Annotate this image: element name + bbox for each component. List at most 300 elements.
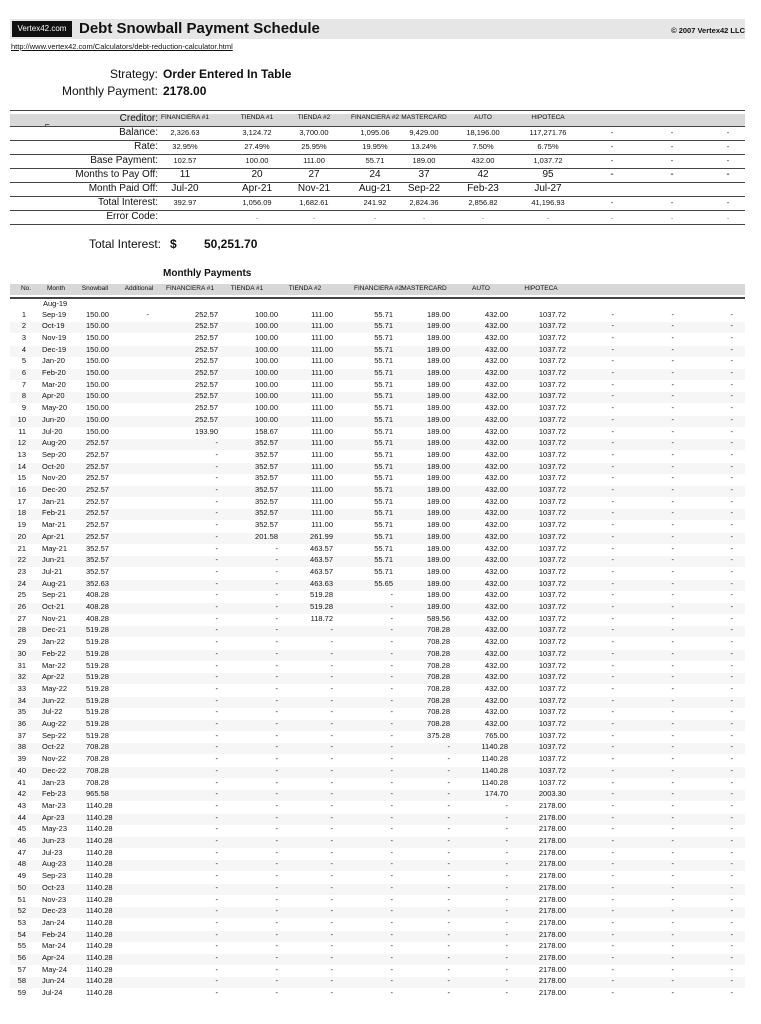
- schedule-row-number: 48: [17, 859, 26, 869]
- schedule-payment-cell: -: [330, 672, 333, 682]
- schedule-payment-cell: 1037.72: [538, 368, 566, 377]
- schedule-payment-cell: -: [447, 859, 450, 869]
- schedule-payment-cell: 111.00: [311, 520, 333, 530]
- schedule-row-month: May-22: [42, 683, 68, 693]
- schedule-payment-cell: -: [611, 730, 614, 740]
- schedule-row-month: Dec-19: [42, 344, 67, 354]
- schedule-header-tienda-1: TIENDA #1: [230, 285, 264, 292]
- schedule-payment-cell: 352.57: [255, 485, 278, 494]
- schedule-header-tienda-2: TIENDA #2: [288, 285, 322, 292]
- schedule-payment-cell: -: [505, 894, 508, 904]
- schedule-row-month: Jan-22: [42, 637, 65, 647]
- schedule-payment-cell: 432.00: [485, 368, 508, 377]
- schedule-payment-cell: -: [730, 391, 733, 401]
- schedule-payment-cell: 2178.00: [538, 882, 566, 892]
- schedule-payment-cell: 352.57: [255, 473, 278, 483]
- creditor-balance-cell: 2,326.63: [170, 128, 200, 137]
- schedule-payment-cell: 1037.72: [538, 403, 566, 413]
- schedule-payment-cell: 252.57: [195, 309, 218, 319]
- schedule-payment-cell: -: [275, 812, 278, 822]
- schedule-payment-cell: 432.00: [485, 309, 508, 319]
- schedule-snowball-cell: 1140.28: [86, 988, 113, 998]
- schedule-payment-cell: -: [611, 789, 614, 799]
- schedule-snowball-cell: 150.00: [86, 414, 109, 424]
- schedule-row-number: 38: [17, 742, 26, 752]
- schedule-payment-cell: 189.00: [427, 531, 450, 541]
- total-interest-value: 50,251.70: [204, 237, 258, 251]
- schedule-payment-cell: 765.00: [485, 730, 508, 740]
- creditor-error-code-cell: .: [312, 212, 316, 221]
- schedule-payment-cell: 1037.72: [538, 590, 566, 600]
- schedule-payment-cell: 1037.72: [538, 520, 566, 530]
- schedule-snowball-cell: 408.28: [86, 590, 109, 600]
- schedule-payment-cell: -: [611, 953, 614, 962]
- schedule-payment-cell: -: [671, 894, 674, 904]
- schedule-payment-cell: -: [611, 461, 614, 471]
- schedule-payment-cell: 252.57: [195, 368, 218, 377]
- schedule-payment-cell: 352.57: [255, 449, 278, 459]
- schedule-row-month: Apr-20: [42, 391, 65, 401]
- schedule-payment-cell: 432.00: [485, 648, 508, 658]
- schedule-payment-cell: 252.57: [195, 344, 218, 354]
- schedule-payment-cell: 111.00: [311, 438, 333, 448]
- schedule-payment-cell: -: [215, 660, 218, 670]
- schedule-payment-cell: -: [215, 672, 218, 682]
- creditor-error-code-cell: .: [726, 212, 730, 221]
- schedule-payment-cell: -: [215, 613, 218, 623]
- schedule-row-number: 47: [17, 847, 26, 857]
- schedule-payment-cell: -: [611, 964, 614, 974]
- schedule-row-month: Apr-24: [42, 953, 65, 962]
- schedule-additional-cell: -: [146, 309, 149, 319]
- schedule-payment-cell: -: [330, 683, 333, 693]
- schedule-payment-cell: 111.00: [311, 496, 333, 506]
- schedule-payment-cell: -: [611, 368, 614, 377]
- schedule-payment-cell: -: [611, 719, 614, 728]
- schedule-payment-cell: -: [611, 602, 614, 611]
- schedule-payment-cell: 432.00: [485, 485, 508, 494]
- schedule-snowball-cell: 352.57: [86, 555, 109, 565]
- schedule-row-stripe: [10, 884, 745, 895]
- schedule-payment-cell: 1037.72: [538, 508, 566, 518]
- creditor-month-paid-off-cell: Jul-27: [534, 183, 562, 194]
- schedule-payment-cell: -: [611, 894, 614, 904]
- schedule-payment-cell: -: [730, 660, 733, 670]
- schedule-payment-cell: -: [671, 590, 674, 600]
- schedule-payment-cell: 55.71: [374, 356, 393, 366]
- schedule-payment-cell: -: [505, 882, 508, 892]
- creditor-base-payment-cell: 55.71: [365, 156, 385, 165]
- schedule-row-number: 58: [17, 976, 26, 986]
- creditor-total-interest-cell: -: [670, 198, 674, 207]
- schedule-payment-cell: -: [505, 976, 508, 986]
- schedule-payment-cell: 1037.72: [538, 438, 566, 448]
- calculator-url-link[interactable]: http://www.vertex42.com/Calculators/debt-reduction-calculator.html: [11, 42, 233, 51]
- schedule-snowball-cell: 519.28: [86, 730, 109, 740]
- schedule-row-number: 29: [17, 637, 26, 647]
- schedule-row-number: 31: [17, 660, 26, 670]
- schedule-payment-cell: 118.72: [310, 613, 333, 623]
- schedule-row-number: 2: [21, 321, 26, 331]
- schedule-snowball-cell: 1140.28: [86, 906, 113, 916]
- schedule-payment-cell: -: [390, 800, 393, 810]
- schedule-payment-cell: -: [215, 824, 218, 834]
- schedule-row-number: 18: [17, 508, 26, 518]
- schedule-row-month: Oct-20: [42, 461, 65, 471]
- schedule-payment-cell: 111.00: [311, 473, 333, 483]
- schedule-payment-cell: -: [447, 800, 450, 810]
- schedule-payment-cell: 111.00: [311, 403, 333, 413]
- creditor-balance-cell: 3,700.00: [299, 128, 329, 137]
- schedule-payment-cell: 352.57: [255, 461, 278, 471]
- schedule-payment-cell: -: [671, 379, 674, 389]
- schedule-row-number: 16: [17, 485, 26, 494]
- schedule-payment-cell: -: [390, 976, 393, 986]
- schedule-payment-cell: -: [215, 777, 218, 787]
- schedule-snowball-cell: 708.28: [86, 754, 109, 764]
- schedule-payment-cell: -: [730, 508, 733, 518]
- schedule-row-number: 9: [21, 403, 26, 413]
- schedule-payment-cell: -: [611, 356, 614, 366]
- schedule-payment-cell: 111.00: [311, 485, 333, 494]
- creditor-total-interest-cell: 41,196.93: [531, 198, 565, 207]
- schedule-payment-cell: -: [671, 754, 674, 764]
- schedule-snowball-cell: 150.00: [86, 332, 109, 342]
- schedule-payment-cell: 708.28: [427, 648, 450, 658]
- schedule-payment-cell: -: [611, 695, 614, 705]
- schedule-payment-cell: 519.28: [310, 590, 333, 600]
- schedule-row-month: Feb-23: [42, 789, 66, 799]
- schedule-payment-cell: 189.00: [427, 309, 450, 319]
- schedule-payment-cell: -: [275, 789, 278, 799]
- schedule-payment-cell: 55.71: [374, 391, 393, 401]
- creditor-month-paid-off-cell: Jul-20: [171, 183, 199, 194]
- schedule-payment-cell: -: [215, 543, 218, 553]
- schedule-row-number: 42: [17, 789, 26, 799]
- schedule-payment-cell: 432.00: [485, 344, 508, 354]
- schedule-payment-cell: 55.71: [374, 426, 393, 436]
- schedule-payment-cell: -: [611, 578, 614, 588]
- schedule-payment-cell: -: [275, 894, 278, 904]
- schedule-payment-cell: -: [730, 613, 733, 623]
- schedule-payment-cell: -: [275, 976, 278, 986]
- creditor-balance-cell: 1,095.06: [360, 128, 390, 137]
- schedule-payment-cell: 111.00: [311, 356, 333, 366]
- schedule-row-number: 41: [17, 777, 26, 787]
- schedule-row-month: Jun-20: [42, 414, 65, 424]
- schedule-row-month: Jan-21: [42, 496, 65, 506]
- schedule-payment-cell: 432.00: [485, 403, 508, 413]
- schedule-payment-cell: 252.57: [195, 321, 218, 331]
- schedule-payment-cell: 189.00: [427, 449, 450, 459]
- schedule-payment-cell: 55.71: [374, 566, 393, 576]
- schedule-payment-cell: 55.71: [374, 332, 393, 342]
- schedule-payment-cell: -: [671, 660, 674, 670]
- schedule-payment-cell: 111.00: [311, 379, 333, 389]
- schedule-payment-cell: -: [671, 613, 674, 623]
- schedule-row-number: 56: [17, 953, 26, 962]
- schedule-payment-cell: -: [390, 964, 393, 974]
- schedule-snowball-cell: 150.00: [86, 379, 109, 389]
- schedule-payment-cell: -: [730, 555, 733, 565]
- creditor-error-code-cell: .: [670, 212, 674, 221]
- monthly-payment-value: 2178.00: [163, 84, 207, 98]
- schedule-payment-cell: -: [611, 765, 614, 775]
- creditor-balance-cell: 18,196.00: [466, 128, 500, 137]
- schedule-payment-cell: -: [730, 882, 733, 892]
- schedule-payment-cell: -: [215, 859, 218, 869]
- schedule-payment-cell: -: [730, 953, 733, 962]
- schedule-payment-cell: -: [275, 859, 278, 869]
- schedule-payment-cell: -: [730, 929, 733, 939]
- schedule-payment-cell: -: [275, 777, 278, 787]
- schedule-row-month: Dec-20: [42, 485, 67, 494]
- schedule-row-number: 43: [17, 800, 26, 810]
- schedule-payment-cell: -: [671, 485, 674, 494]
- creditor-creditor-cell: TIENDA #2: [297, 114, 331, 121]
- creditor-row-label-months-to-pay-off: Months to Pay Off:: [75, 169, 158, 180]
- schedule-payment-cell: 1037.72: [538, 695, 566, 705]
- schedule-payment-cell: 432.00: [485, 321, 508, 331]
- schedule-row-month: May-23: [42, 824, 68, 834]
- schedule-payment-cell: -: [611, 660, 614, 670]
- schedule-payment-cell: 55.71: [374, 485, 393, 494]
- schedule-payment-cell: -: [390, 859, 393, 869]
- creditor-base-payment-cell: 111.00: [303, 156, 325, 165]
- creditor-row-label-error-code: Error Code:: [106, 211, 158, 222]
- creditor-months-to-pay-off-cell: 27: [308, 169, 320, 180]
- schedule-payment-cell: -: [611, 847, 614, 857]
- schedule-row-month: Mar-20: [42, 379, 66, 389]
- schedule-payment-cell: -: [671, 730, 674, 740]
- schedule-row-number: 46: [17, 836, 26, 845]
- schedule-payment-cell: -: [275, 847, 278, 857]
- schedule-payment-cell: 252.57: [195, 414, 218, 424]
- schedule-payment-cell: 189.00: [427, 520, 450, 530]
- schedule-payment-cell: -: [671, 602, 674, 611]
- schedule-payment-cell: -: [275, 566, 278, 576]
- schedule-payment-cell: 1140.28: [481, 742, 508, 752]
- creditor-base-payment-cell: -: [670, 156, 674, 165]
- schedule-payment-cell: -: [611, 871, 614, 881]
- schedule-payment-cell: -: [215, 531, 218, 541]
- schedule-snowball-cell: 252.57: [86, 461, 109, 471]
- schedule-payment-cell: -: [671, 543, 674, 553]
- schedule-row-month: Sep-23: [42, 871, 67, 881]
- schedule-payment-cell: -: [611, 754, 614, 764]
- schedule-payment-cell: 352.57: [255, 520, 278, 530]
- schedule-payment-cell: -: [730, 789, 733, 799]
- schedule-row-number: 22: [17, 555, 26, 565]
- schedule-payment-cell: 2178.00: [538, 964, 566, 974]
- schedule-payment-cell: -: [611, 929, 614, 939]
- schedule-payment-cell: -: [330, 648, 333, 658]
- schedule-payment-cell: -: [671, 332, 674, 342]
- schedule-payment-cell: 463.57: [310, 555, 333, 565]
- creditor-base-payment-cell: 189.00: [412, 156, 436, 165]
- schedule-payment-cell: -: [730, 344, 733, 354]
- schedule-payment-cell: 55.71: [374, 414, 393, 424]
- schedule-snowball-cell: 252.57: [86, 473, 109, 483]
- schedule-payment-cell: 1037.72: [538, 461, 566, 471]
- schedule-payment-cell: -: [275, 648, 278, 658]
- schedule-payment-cell: 158.67: [255, 426, 278, 436]
- creditor-total-interest-cell: -: [610, 198, 614, 207]
- schedule-payment-cell: 1037.72: [538, 449, 566, 459]
- schedule-payment-cell: -: [730, 309, 733, 319]
- schedule-payment-cell: -: [215, 578, 218, 588]
- schedule-payment-cell: -: [671, 882, 674, 892]
- schedule-payment-cell: -: [275, 543, 278, 553]
- page-title: Debt Snowball Payment Schedule: [79, 20, 320, 37]
- monthly-payment-label: Monthly Payment:: [61, 84, 158, 98]
- schedule-payment-cell: -: [215, 520, 218, 530]
- schedule-payment-cell: 55.71: [374, 508, 393, 518]
- schedule-payment-cell: -: [275, 672, 278, 682]
- schedule-payment-cell: -: [671, 683, 674, 693]
- schedule-payment-cell: -: [275, 660, 278, 670]
- schedule-row-stripe: [10, 697, 745, 708]
- schedule-row-month: Jun-21: [42, 555, 65, 565]
- creditor-creditor-cell: FINANCIERA #1: [160, 114, 210, 121]
- schedule-payment-cell: -: [275, 613, 278, 623]
- schedule-payment-cell: -: [447, 871, 450, 881]
- schedule-payment-cell: 2003.30: [538, 789, 566, 799]
- schedule-payment-cell: -: [275, 941, 278, 951]
- schedule-payment-cell: 708.28: [427, 637, 450, 647]
- schedule-payment-cell: -: [390, 625, 393, 635]
- schedule-row-number: 6: [21, 368, 26, 377]
- schedule-payment-cell: -: [390, 637, 393, 647]
- schedule-payment-cell: -: [215, 719, 218, 728]
- schedule-payment-cell: -: [215, 953, 218, 962]
- creditor-rate-cell: -: [610, 142, 614, 151]
- schedule-snowball-cell: 965.58: [86, 789, 109, 799]
- schedule-payment-cell: 708.28: [427, 672, 450, 682]
- schedule-payment-cell: 55.71: [374, 531, 393, 541]
- schedule-payment-cell: -: [671, 859, 674, 869]
- schedule-payment-cell: -: [330, 953, 333, 962]
- schedule-row-stripe: [10, 837, 745, 848]
- schedule-payment-cell: -: [390, 730, 393, 740]
- schedule-payment-cell: 432.00: [485, 438, 508, 448]
- schedule-payment-cell: 463.57: [310, 543, 333, 553]
- schedule-payment-cell: -: [330, 964, 333, 974]
- schedule-payment-cell: 519.28: [310, 602, 333, 611]
- schedule-payment-cell: 111.00: [311, 321, 333, 331]
- schedule-payment-cell: 100.00: [255, 356, 278, 366]
- schedule-payment-cell: -: [730, 543, 733, 553]
- schedule-row-month: Jan-23: [42, 777, 65, 787]
- schedule-payment-cell: -: [730, 672, 733, 682]
- schedule-row-month: Jul-20: [42, 426, 63, 436]
- schedule-snowball-cell: 1140.28: [86, 800, 113, 810]
- schedule-payment-cell: -: [730, 485, 733, 494]
- creditor-creditor-cell: HIPOTECA: [531, 114, 565, 121]
- schedule-payment-cell: -: [611, 613, 614, 623]
- schedule-payment-cell: -: [505, 917, 508, 927]
- schedule-payment-cell: -: [611, 683, 614, 693]
- schedule-payment-cell: 189.00: [427, 379, 450, 389]
- schedule-payment-cell: -: [505, 824, 508, 834]
- schedule-payment-cell: 189.00: [427, 344, 450, 354]
- schedule-payment-cell: -: [215, 894, 218, 904]
- schedule-payment-cell: -: [611, 344, 614, 354]
- schedule-snowball-cell: 252.57: [86, 485, 109, 494]
- schedule-payment-cell: 100.00: [255, 344, 278, 354]
- schedule-payment-cell: -: [330, 742, 333, 752]
- schedule-row-number: 49: [17, 871, 26, 881]
- creditor-base-payment-cell: 100.00: [245, 156, 269, 165]
- schedule-payment-cell: 1037.72: [538, 765, 566, 775]
- schedule-payment-cell: -: [447, 789, 450, 799]
- creditor-row-divider: [10, 224, 745, 225]
- schedule-payment-cell: -: [730, 847, 733, 857]
- schedule-payment-cell: -: [505, 847, 508, 857]
- schedule-payment-cell: -: [390, 660, 393, 670]
- creditor-base-payment-cell: -: [726, 156, 730, 165]
- schedule-payment-cell: 201.58: [255, 531, 278, 541]
- creditor-error-code-cell: .: [481, 212, 485, 221]
- schedule-row-number: 33: [17, 683, 26, 693]
- schedule-row-number: 4: [21, 344, 26, 354]
- schedule-payment-cell: -: [505, 871, 508, 881]
- schedule-row-month: Sep-20: [42, 449, 67, 459]
- creditor-total-interest-cell: 2,856.82: [468, 198, 498, 207]
- schedule-row-number: 20: [17, 531, 26, 541]
- schedule-payment-cell: -: [671, 461, 674, 471]
- schedule-payment-cell: 111.00: [311, 414, 333, 424]
- schedule-row-number: 10: [17, 414, 26, 424]
- schedule-snowball-cell: 1140.28: [86, 836, 113, 845]
- schedule-snowball-cell: 708.28: [86, 765, 109, 775]
- creditor-month-paid-off-cell: Nov-21: [297, 183, 331, 194]
- schedule-row-number: 28: [17, 625, 26, 635]
- schedule-payment-cell: -: [671, 672, 674, 682]
- schedule-payment-cell: -: [730, 414, 733, 424]
- schedule-payment-cell: -: [730, 683, 733, 693]
- schedule-row-month: Nov-23: [42, 894, 67, 904]
- schedule-payment-cell: -: [215, 637, 218, 647]
- schedule-payment-cell: -: [671, 344, 674, 354]
- schedule-payment-cell: 432.00: [485, 578, 508, 588]
- schedule-payment-cell: -: [730, 906, 733, 916]
- schedule-payment-cell: 189.00: [427, 555, 450, 565]
- schedule-payment-cell: -: [215, 906, 218, 916]
- schedule-payment-cell: -: [447, 964, 450, 974]
- schedule-payment-cell: 111.00: [311, 449, 333, 459]
- schedule-row-number: 1: [21, 309, 26, 319]
- schedule-row-stripe: [10, 650, 745, 661]
- schedule-payment-cell: -: [611, 555, 614, 565]
- schedule-row-number: 25: [17, 590, 26, 600]
- schedule-payment-cell: -: [730, 824, 733, 834]
- schedule-payment-cell: -: [611, 882, 614, 892]
- creditor-rate-cell: 6.75%: [537, 142, 559, 151]
- schedule-payment-cell: 189.00: [427, 321, 450, 331]
- schedule-payment-cell: -: [505, 859, 508, 869]
- schedule-payment-cell: -: [611, 941, 614, 951]
- schedule-payment-cell: 1037.72: [538, 543, 566, 553]
- schedule-payment-cell: -: [730, 520, 733, 530]
- schedule-payment-cell: -: [730, 602, 733, 611]
- schedule-payment-cell: -: [215, 683, 218, 693]
- schedule-row-number: 35: [17, 707, 26, 717]
- schedule-payment-cell: 432.00: [485, 379, 508, 389]
- schedule-payment-cell: -: [730, 578, 733, 588]
- schedule-payment-cell: -: [505, 964, 508, 974]
- creditor-creditor-cell: TIENDA #1: [240, 114, 274, 121]
